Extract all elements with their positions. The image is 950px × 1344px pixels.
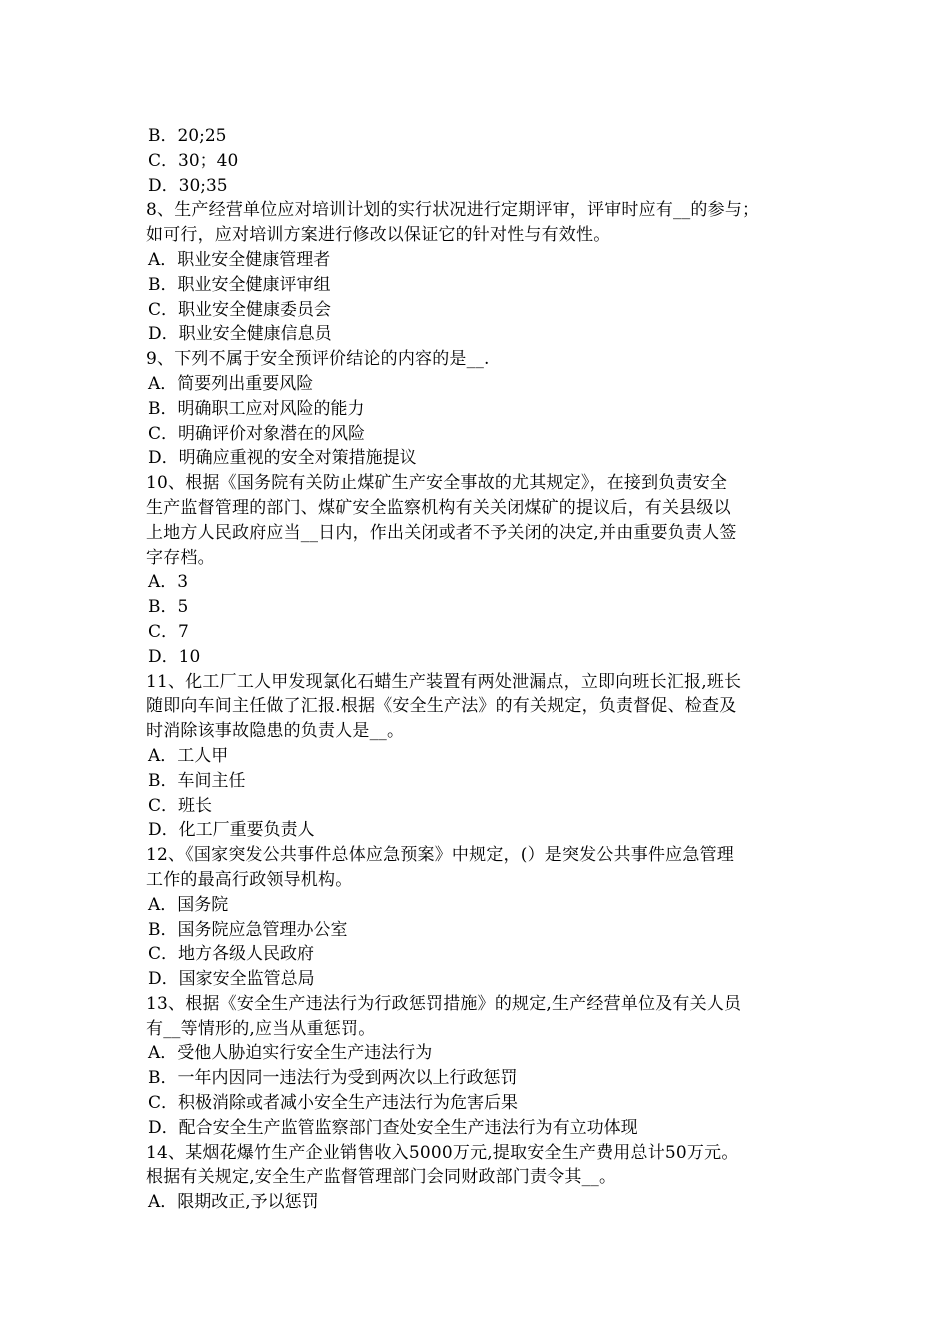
option-b: B．国务院应急管理办公室 bbox=[148, 919, 348, 940]
option-d: D．配合安全生产监管监察部门查处安全生产违法行为有立功体现 bbox=[148, 1117, 638, 1138]
option-d: D．化工厂重要负责人 bbox=[148, 820, 315, 841]
question-12-cont: 工作的最高行政领导机构。 bbox=[146, 869, 353, 890]
question-14: 14、某烟花爆竹生产企业销售收入5000万元,提取安全生产费用总计50万元。 bbox=[146, 1142, 739, 1163]
question-13-cont: 有__等情形的,应当从重惩罚。 bbox=[146, 1018, 376, 1039]
option-a: A．受他人胁迫实行安全生产违法行为 bbox=[148, 1043, 433, 1064]
question-10-cont: 字存档。 bbox=[146, 547, 215, 568]
option-b: B．一年内因同一违法行为受到两次以上行政惩罚 bbox=[148, 1068, 518, 1089]
option-c: C．地方各级人民政府 bbox=[148, 944, 315, 965]
option-d: D．10 bbox=[148, 646, 201, 667]
option-c: C．积极消除或者减小安全生产违法行为危害后果 bbox=[148, 1093, 519, 1114]
question-8-cont: 如可行，应对培训方案进行修改以保证它的针对性与有效性。 bbox=[146, 225, 611, 246]
question-10-cont: 上地方人民政府应当__日内，作出关闭或者不予关闭的决定,并由重要负责人签 bbox=[146, 522, 737, 543]
option-d: D．国家安全监管总局 bbox=[148, 969, 315, 990]
question-14-cont: 根据有关规定,安全生产监督管理部门会同财政部门责令其__。 bbox=[146, 1167, 617, 1188]
question-12: 12、《国家突发公共事件总体应急预案》中规定，(）是突发公共事件应急管理 bbox=[146, 845, 734, 866]
option-a: A．3 bbox=[148, 572, 189, 593]
question-8: 8、生产经营单位应对培训计划的实行状况进行定期评审，评审时应有__的参与； bbox=[146, 200, 760, 221]
option-a: A．工人甲 bbox=[148, 745, 229, 766]
option-c: C．7 bbox=[148, 621, 189, 642]
option-b: B．车间主任 bbox=[148, 770, 246, 791]
question-11-cont: 随即向车间主任做了汇报.根据《安全生产法》的有关规定，负责督促、检查及 bbox=[146, 696, 737, 717]
option-a: A．简要列出重要风险 bbox=[148, 373, 314, 394]
option-a: A．职业安全健康管理者 bbox=[148, 249, 331, 270]
option-c: C．班长 bbox=[148, 795, 213, 816]
question-10-cont: 生产监督管理的部门、煤矿安全监察机构有关关闭煤矿的提议后，有关县级以 bbox=[146, 497, 731, 518]
question-11: 11、化工厂工人甲发现氯化石蜡生产装置有两处泄漏点，立即向班长汇报,班长 bbox=[146, 671, 742, 692]
option-a: A．限期改正,予以惩罚 bbox=[148, 1192, 319, 1213]
option-d: D．职业安全健康信息员 bbox=[148, 324, 332, 345]
option-b: B．20;25 bbox=[148, 126, 227, 146]
option-b: B．明确职工应对风险的能力 bbox=[148, 398, 365, 419]
option-b: B．5 bbox=[148, 597, 189, 618]
option-a: A．国务院 bbox=[148, 894, 229, 915]
document-body bbox=[146, 124, 826, 1215]
option-c: C．职业安全健康委员会 bbox=[148, 299, 332, 320]
question-11-cont: 时消除该事故隐患的负责人是__。 bbox=[146, 721, 405, 742]
option-c: C．30；40 bbox=[148, 150, 239, 171]
question-9: 9、下列不属于安全预评价结论的内容的是__. bbox=[146, 349, 490, 370]
question-13: 13、根据《安全生产违法行为行政惩罚措施》的规定,生产经营单位及有关人员 bbox=[146, 993, 742, 1014]
option-b: B．职业安全健康评审组 bbox=[148, 274, 331, 295]
option-c: C．明确评价对象潜在的风险 bbox=[148, 423, 366, 444]
question-10: 10、根据《国务院有关防止煤矿生产安全事故的尤其规定》，在接到负责安全 bbox=[146, 473, 728, 494]
option-d: D．明确应重视的安全对策措施提议 bbox=[148, 448, 417, 469]
option-d: D．30;35 bbox=[148, 175, 228, 196]
